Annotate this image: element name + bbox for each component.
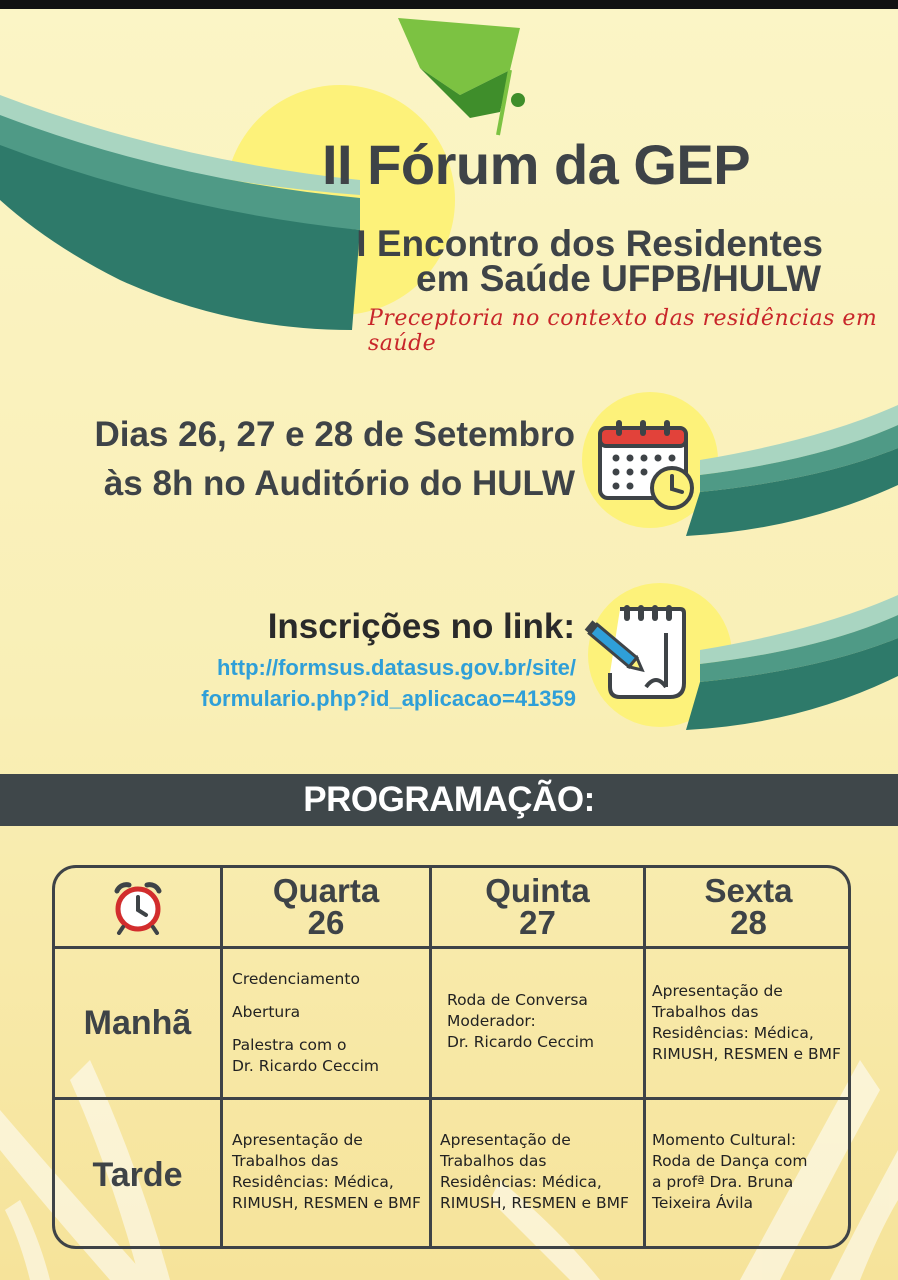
day-name: Sexta	[704, 872, 793, 909]
cell-line: Abertura	[232, 1003, 301, 1021]
form-pencil-icon	[580, 603, 690, 703]
cell-line: Dr. Ricardo Ceccim	[232, 1057, 379, 1075]
cell-line: RIMUSH, RESMEN e BMF	[440, 1194, 629, 1212]
encontro-title-line1: I Encontro dos Residentes	[356, 223, 823, 264]
cell-line: RIMUSH, RESMEN e BMF	[652, 1045, 841, 1063]
dates-line2: às 8h no Auditório do HULW	[103, 464, 575, 503]
subtitle: Preceptoria no contexto das residências em saúde	[368, 306, 878, 356]
day-name: Quarta	[272, 872, 380, 909]
cell-line: Residências: Médica,	[652, 1024, 814, 1042]
cell-line: Teixeira Ávila	[652, 1194, 753, 1212]
day-number: 27	[519, 904, 556, 941]
schedule-table	[52, 865, 851, 1249]
dates-line1: Dias 26, 27 e 28 de Setembro	[94, 415, 575, 454]
period-tarde: Tarde	[92, 1155, 183, 1194]
cell-line: Palestra com o	[232, 1036, 347, 1054]
day-header-quarta	[223, 872, 429, 941]
day-number: 26	[307, 904, 345, 941]
cell-line: Residências: Médica,	[232, 1173, 394, 1191]
cell-line: Residências: Médica,	[440, 1173, 602, 1191]
cell-line: Roda de Conversa	[447, 991, 588, 1009]
cell-line: Apresentação de	[232, 1131, 363, 1149]
cell-line: Credenciamento	[232, 970, 360, 988]
day-number: 28	[730, 904, 767, 941]
cell-line: Moderador:	[447, 1012, 536, 1030]
schedule-cell-manha-quinta	[447, 990, 639, 1053]
day-name: Quinta	[485, 872, 590, 909]
day-header-quinta	[432, 872, 643, 941]
cell-line: RIMUSH, RESMEN e BMF	[232, 1194, 421, 1212]
calendar-clock-icon	[596, 418, 700, 514]
schedule-cell-tarde-sexta	[652, 1130, 848, 1214]
cell-line: a profª Dra. Bruna	[652, 1173, 794, 1191]
cell-line: Apresentação de	[440, 1131, 571, 1149]
registration-link-line1[interactable]: http://formsus.datasus.gov.br/site/	[217, 655, 576, 680]
schedule-cell-manha-quarta	[232, 969, 424, 1077]
schedule-cell-tarde-quarta	[232, 1130, 426, 1214]
inscricoes-label: Inscrições no link:	[267, 607, 575, 646]
encontro-title-line2: em Saúde UFPB/HULW	[416, 258, 821, 299]
alarm-clock-icon	[111, 879, 165, 935]
cell-line: Dr. Ricardo Ceccim	[447, 1033, 594, 1051]
schedule-corner	[55, 868, 220, 946]
period-manha: Manhã	[83, 1003, 192, 1042]
cell-line: Trabalhos das	[440, 1152, 547, 1170]
cell-line: Roda de Dança com	[652, 1152, 808, 1170]
cell-line: Trabalhos das	[232, 1152, 339, 1170]
day-header-sexta	[646, 872, 851, 941]
programacao-title: PROGRAMAÇÃO:	[303, 780, 595, 819]
cell-line: Trabalhos das	[652, 1003, 759, 1021]
forum-title: II Fórum da GEP	[322, 133, 751, 196]
registration-link-line2[interactable]: formulario.php?id_aplicacao=41359	[201, 686, 576, 711]
schedule-cell-tarde-quinta	[440, 1130, 640, 1214]
cell-line: Momento Cultural:	[652, 1131, 797, 1149]
schedule-cell-manha-sexta	[652, 981, 848, 1065]
cell-line: Apresentação de	[652, 982, 783, 1000]
